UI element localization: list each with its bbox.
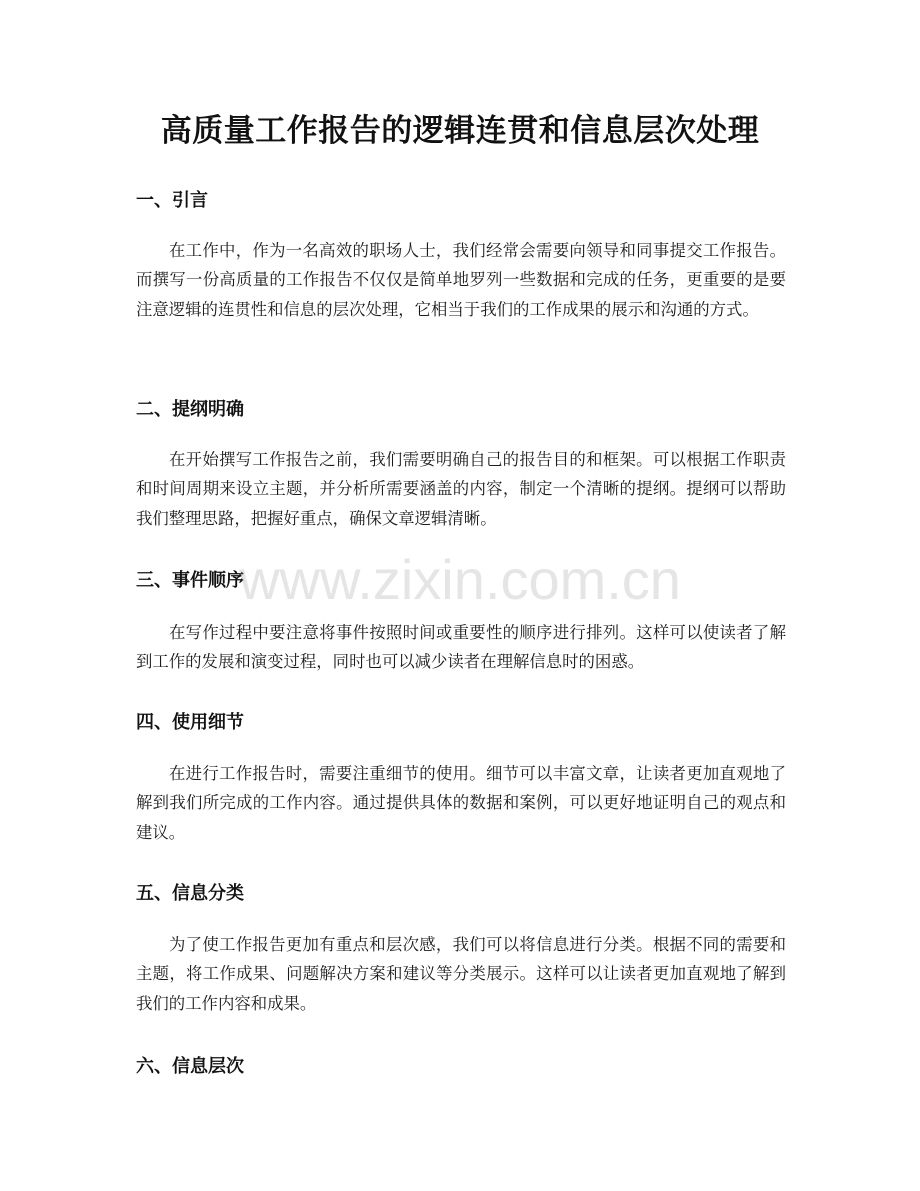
section-heading-outline: 二、提纲明确 [136,399,244,420]
section-body-details: 在进行工作报告时，需要注重细节的使用。细节可以丰富文章，让读者更加直观地了解到我们所完成的工作内容。通过提供具体的数据和案例，可以更好地证明自己的观点和建议。 [136,764,786,842]
section-heading-event-order: 三、事件顺序 [136,570,244,591]
page-title: 高质量工作报告的逻辑连贯和信息层次处理 [160,113,760,149]
section-heading-classification: 五、信息分类 [136,883,244,904]
section-heading-introduction: 一、引言 [136,190,208,211]
section-heading-hierarchy: 六、信息层次 [136,1056,244,1077]
watermark: www.zixin.com.cn [239,548,681,611]
section-body-classification: 为了使工作报告更加有重点和层次感，我们可以将信息进行分类。根据不同的需要和主题，将工作成果、问题解决方案和建议等分类展示。这样可以让读者更加直观地了解到我们的工作内容和成果。 [136,935,786,1013]
section-body-introduction: 在工作中，作为一名高效的职场人士，我们经常会需要向领导和同事提交工作报告。而撰写一份高质量的工作报告不仅仅是简单地罗列一些数据和完成的任务，更重要的是要注意逻辑的连贯性和信息的层次处理，它相当于我们的工作成果的展示和沟通的方式。 [136,241,786,319]
section-heading-details: 四、使用细节 [136,712,244,733]
section-body-event-order: 在写作过程中要注意将事件按照时间或重要性的顺序进行排列。这样可以使读者了解到工作的发展和演变过程，同时也可以减少读者在理解信息时的困惑。 [136,623,786,672]
section-body-outline: 在开始撰写工作报告之前，我们需要明确自己的报告目的和框架。可以根据工作职责和时间周期来设立主题，并分析所需要涵盖的内容，制定一个清晰的提纲。提纲可以帮助我们整理思路，把握好重点，确保文章逻辑清晰。 [136,450,786,528]
